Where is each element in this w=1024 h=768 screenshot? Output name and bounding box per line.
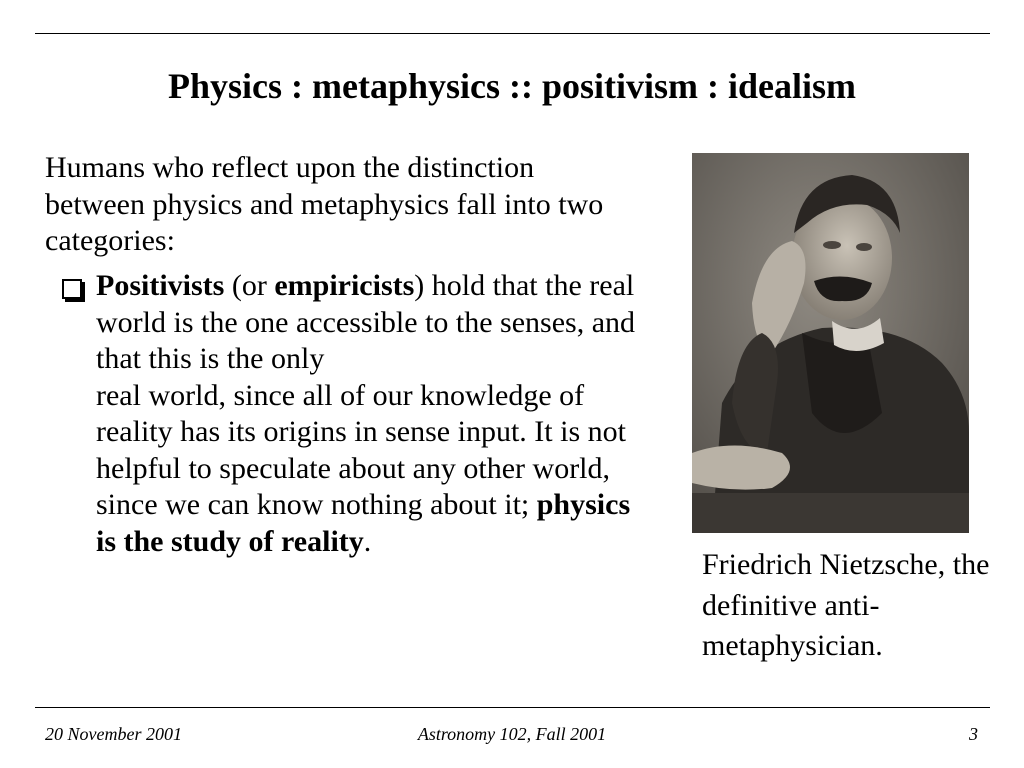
checkbox-bullet-icon: [62, 279, 82, 299]
bullet-end: .: [363, 524, 372, 558]
bottom-rule: [35, 707, 990, 708]
empiricists-term: empiricists: [274, 269, 415, 302]
bullet-text-part1: ) hold that the real world is the one accessible to the senses, and that this is the only: [96, 269, 636, 375]
slide-title: Physics : metaphysics :: positivism : idealism: [168, 66, 856, 106]
positivists-term: Positivists: [96, 269, 225, 302]
footer-date: 20 November 2001: [45, 724, 182, 744]
bullet-text: [96, 268, 642, 560]
top-rule: [35, 33, 990, 34]
intro-paragraph: Humans who reflect upon the distinction between physics and metaphysics fall into two categories:: [45, 151, 604, 257]
footer-course: Astronomy 102, Fall 2001: [417, 724, 607, 744]
portrait-image: [692, 153, 969, 533]
nietzsche-portrait: [692, 153, 969, 533]
footer-page-number: 3: [969, 724, 978, 744]
bullet-text-part2: real world, since all of our knowledge of reality has its origins in sense input. It is not helpful to speculate about any other world, since we can know nothing about it;: [96, 378, 626, 521]
bullet-paren-open: (or: [224, 269, 275, 302]
bullet-item: [62, 268, 642, 560]
portrait-caption: Friedrich Nietzsche, the definitive anti-metaphysician.: [702, 548, 990, 662]
bullet-emphasis: physics is the study of reality: [96, 488, 631, 558]
